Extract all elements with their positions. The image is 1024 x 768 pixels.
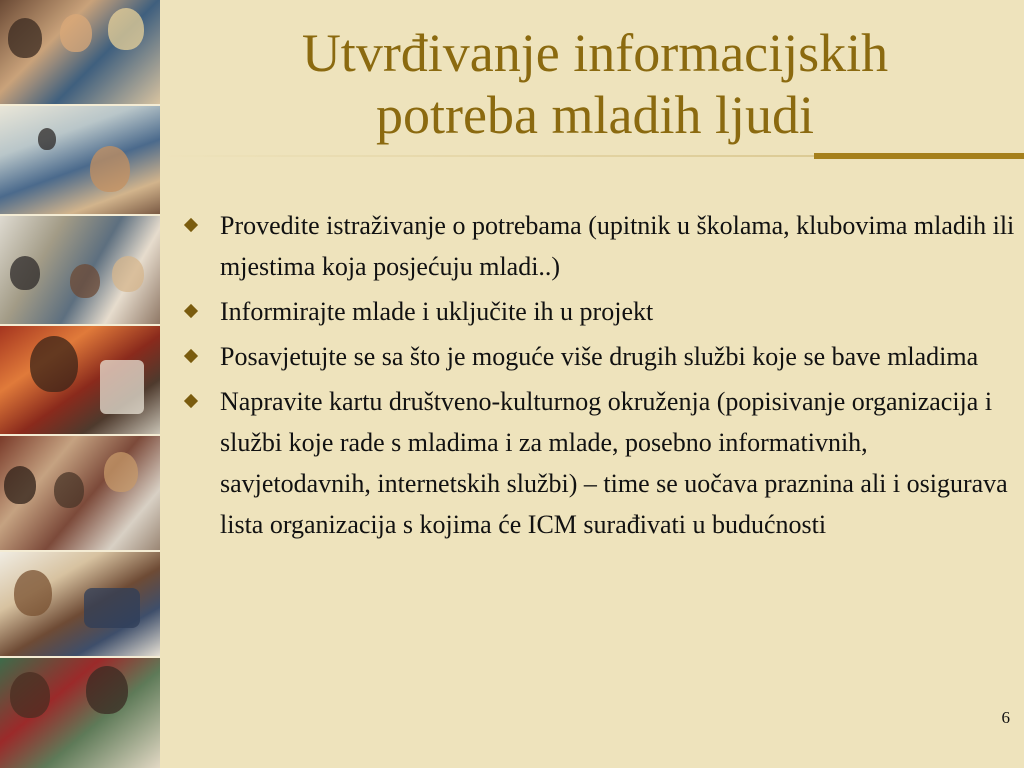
photo-classroom-desks [0,216,160,326]
bullet-text: Posavjetujte se sa što je moguće više drugih službi koje se bave mladima [220,342,979,371]
title-line-2: potreba mladih ljudi [376,85,814,145]
title-line-1: Utvrđivanje informacijskih [301,23,889,83]
diamond-bullet-icon [184,304,198,318]
photo-student-reading [0,326,160,436]
title-divider [814,153,1024,159]
photo-students-studying [0,658,160,768]
photo-students-laptop [0,436,160,552]
bullet-text: Provedite istraživanje o potrebama (upitnik u školama, klubovima mladih ili mjestima koja posjećuju mladi..) [220,211,1015,281]
bullet-list [180,205,1020,549]
photo-strip [0,0,160,768]
photo-students-group [0,0,160,106]
bullet-item [180,205,1020,287]
page-number: 6 [1001,708,1010,727]
bullet-text: Informirajte mlade i uključite ih u projekt [220,297,654,326]
bullet-item [180,336,1020,377]
bullet-item [180,291,1020,332]
photo-student-thinking [0,552,160,658]
diamond-bullet-icon [184,394,198,408]
bullet-item [180,381,1020,545]
slide-title [175,22,1015,146]
bullet-text: Napravite kartu društveno-kulturnog okruženja (popisivanje organizacija i službi koje rade s mladima i za mlade, posebno informativnih, savjetodavnih, internetskih službi) – time se uočava praznina ali i osigurava lista organizacija s kojima će ICM surađivati u budućnosti [220,387,1008,539]
title-divider-fade [160,155,820,157]
photo-classroom-raised-hands [0,106,160,216]
diamond-bullet-icon [184,218,198,232]
diamond-bullet-icon [184,349,198,363]
